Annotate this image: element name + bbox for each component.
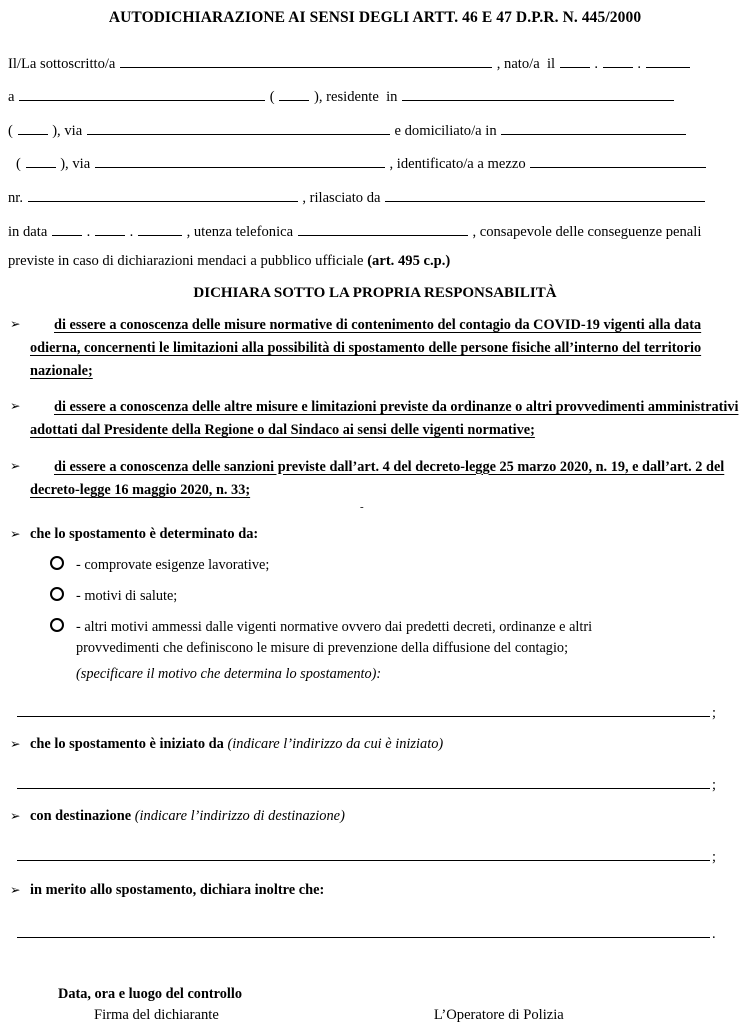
form-line-7 [8,254,742,269]
input-documento-tipo[interactable] [530,154,706,168]
input-provincia-residenza[interactable] [18,121,48,135]
form-line-2 [8,87,742,105]
input-anno-nascita[interactable] [646,54,690,68]
input-giorno-rilascio[interactable] [52,222,82,236]
option-altri-motivi-label: - altri motivi ammessi dalle vigenti normative ovvero dai predetti decreti, ordinanze e altri provvedimenti che definiscono le misure di prevenzione della diffusione del contagio; [76,618,593,656]
input-via-domicilio[interactable] [95,154,385,168]
bullet-covid-misure [8,314,742,383]
period-1: . [712,926,716,943]
form-line-1 [8,54,742,72]
option-salute[interactable] [50,586,742,607]
input-mese-nascita[interactable] [603,54,633,68]
footer-firma-label: Firma del dichiarante [94,1007,219,1023]
bullet-destinazione-text: con destinazione [30,808,132,825]
bullet-destinazione-hint: (indicare l’indirizzo di destinazione) [134,808,345,825]
label-nato-il: , nato/a il [496,55,556,72]
label-in-data: in data [8,223,48,240]
input-indirizzo-destinazione[interactable] [17,847,710,861]
arrow-icon: ➢ [10,882,21,898]
input-nome-cognome[interactable] [120,54,492,68]
semicolon-3: ; [712,849,716,866]
label-sottoscritto: Il/La sottoscritto/a [8,55,116,72]
bullet-destinazione [8,806,742,828]
footer [0,986,750,1024]
form-body [0,54,750,942]
input-motivo-riga [8,703,742,720]
dot-4: . [129,223,134,240]
input-indirizzo-partenza[interactable] [17,775,710,789]
input-mese-rilascio[interactable] [95,222,125,236]
document-page [0,9,750,1032]
paren-open-3: ( [16,156,21,173]
label-rilasciato-da: , rilasciato da [302,189,381,206]
bullet-covid-misure-text: di essere a conoscenza delle misure normative di contenimento del contagio da COVID-19 vigenti alla data odierna, concernenti le limitazioni alla possibilità di spostamento delle persone fisiche all’interno del territorio nazionale; [30,316,702,380]
input-telefono[interactable] [298,222,468,236]
input-indirizzo-partenza-riga [8,775,742,792]
option-salute-label: - motivi di salute; [76,588,178,605]
input-indirizzo-destinazione-riga [8,847,742,864]
arrow-icon: ➢ [10,457,21,473]
label-consapevole: , consapevole delle conseguenze penali [472,223,702,240]
bullet-spostamento-iniziato [8,734,742,756]
bullet-merito-spostamento [8,880,742,902]
label-utenza-telefonica: , utenza telefonica [186,223,294,240]
arrow-icon: ➢ [10,398,21,414]
bullet-ordinanze [8,396,742,442]
bullet-sanzioni-text: di essere a conoscenza delle sanzioni previste dall’art. 4 del decreto-legge 25 marzo 2020, n. 19, e dall’art. 2 del decreto-legge 16 maggio 2020, n. 33; [30,458,725,498]
input-rilasciato-da[interactable] [385,188,705,202]
bullet-ordinanze-text: di essere a conoscenza delle altre misure e limitazioni previste da ordinanze o altri provvedimenti amministrativi adottati dal Presidente della Regione o dal Sindaco ai sensi delle vigenti normative; [30,399,739,439]
label-identificato: , identificato/a a mezzo [389,156,526,173]
semicolon-1: ; [712,705,716,722]
arrow-icon: ➢ [10,736,21,752]
footer-operatore-label: L’Operatore di Polizia [433,1007,564,1023]
input-dichiarazione-libera[interactable] [17,924,710,938]
form-line-4 [8,154,742,172]
label-domiciliato: e domiciliato/a in [394,122,497,139]
footer-data-line: Data, ora e luogo del controllo [58,986,242,1002]
form-line-3 [8,121,742,139]
input-residenza-comune[interactable] [402,87,674,101]
label-art-495: (art. 495 c.p.) [367,253,451,270]
label-via-1: ), via [52,122,83,139]
paren-open-2: ( [8,122,13,139]
input-via-residenza[interactable] [87,121,390,135]
bullet-spostamento-determinato [8,524,742,546]
page-title: AUTODICHIARAZIONE AI SENSI DEGLI ARTT. 46 E 47 D.P.R. N. 445/2000 [108,9,642,26]
radio-circle-icon[interactable] [50,556,64,570]
bullet-merito-spostamento-text: in merito allo spostamento, dichiara inoltre che: [30,882,325,899]
label-mendaci: previste in caso di dichiarazioni mendaci a pubblico ufficiale [8,253,364,270]
input-giorno-nascita[interactable] [560,54,590,68]
bullet-sanzioni [8,456,742,502]
form-line-6 [8,222,742,240]
input-provincia-nascita[interactable] [279,87,309,101]
dot-3: . [86,223,91,240]
label-via-2: ), via [60,156,91,173]
radio-circle-icon[interactable] [50,618,64,632]
option-altri-motivi[interactable] [50,617,742,685]
dot-2: . [637,55,642,72]
motivo-options [8,555,742,685]
option-lavorative[interactable] [50,555,742,576]
input-anno-rilascio[interactable] [138,222,182,236]
radio-circle-icon[interactable] [50,587,64,601]
input-provincia-domicilio[interactable] [26,154,56,168]
declaration-heading: DICHIARA SOTTO LA PROPRIA RESPONSABILITÀ [193,284,557,301]
label-a: a [8,89,15,106]
dot-1: . [594,55,599,72]
specify-note: (specificare il motivo che determina lo spostamento): [76,666,382,683]
input-dichiarazione-libera-riga [8,924,742,941]
stray-mark: - [360,501,364,513]
label-nr: nr. [8,189,23,206]
semicolon-2: ; [712,777,716,794]
arrow-icon: ➢ [10,808,21,824]
paren-open-1: ( [269,89,275,106]
bullet-spostamento-iniziato-hint: (indicare l’indirizzo da cui è iniziato) [227,736,444,753]
input-documento-numero[interactable] [28,188,298,202]
arrow-icon: ➢ [10,315,21,331]
footer-signature-row [16,1007,734,1024]
form-line-5 [8,188,742,206]
input-motivo-line[interactable] [17,703,710,717]
arrow-icon: ➢ [10,525,21,541]
input-luogo-nascita[interactable] [19,87,265,101]
option-lavorative-label: - comprovate esigenze lavorative; [76,557,270,574]
bullet-spostamento-determinato-text: che lo spostamento è determinato da: [30,525,259,542]
label-residente-in: ), residente in [313,89,398,106]
input-domicilio-comune[interactable] [501,121,686,135]
bullet-spostamento-iniziato-text: che lo spostamento è iniziato da [30,736,224,753]
